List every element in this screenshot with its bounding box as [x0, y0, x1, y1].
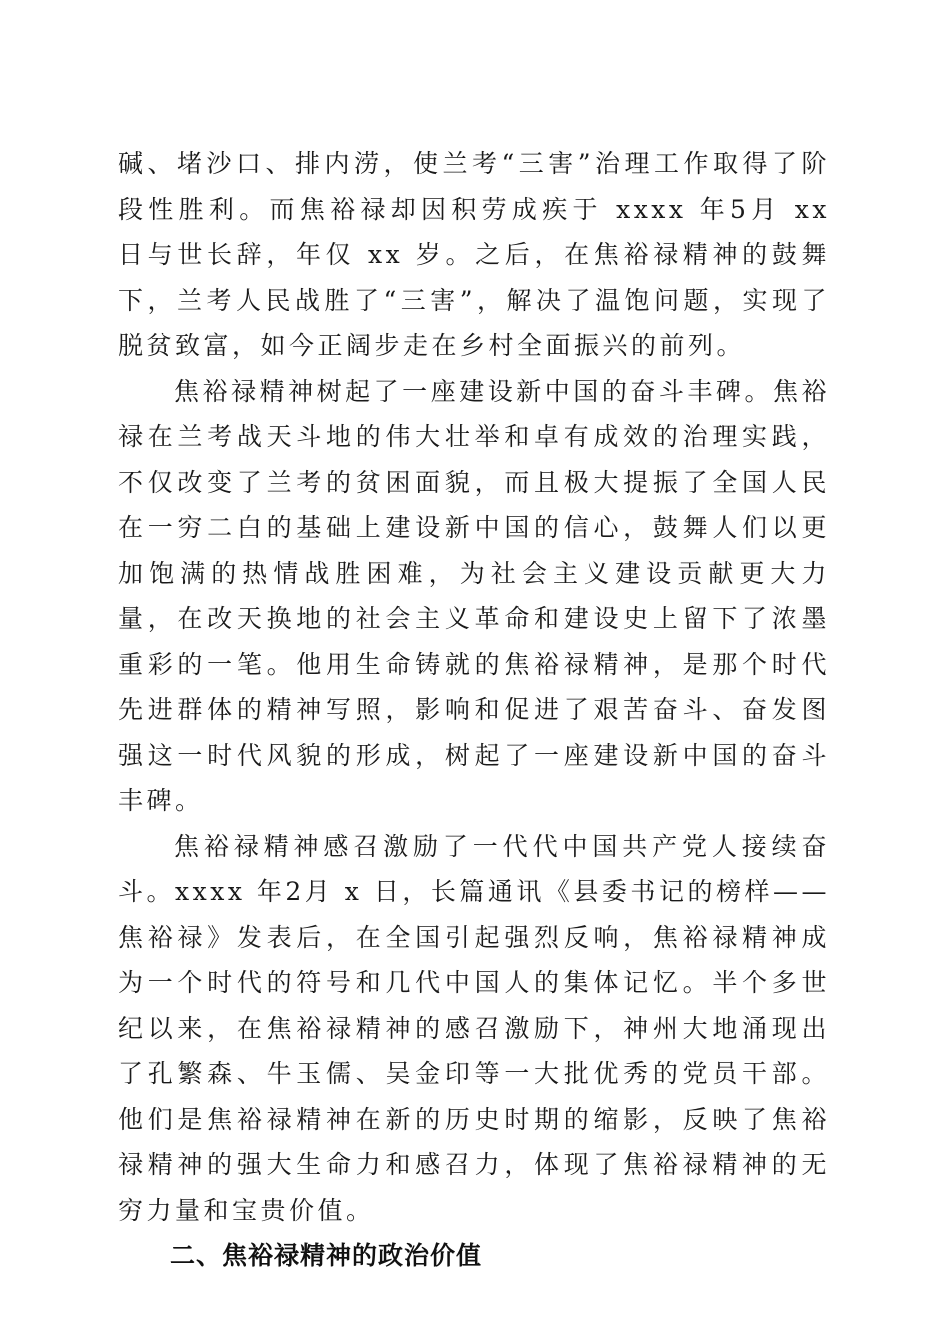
- paragraph-inspiration: 焦裕禄精神感召激励了一代代中国共产党人接续奋斗。xxxx 年2月 x 日，长篇通讯《县委书记的榜样——焦裕禄》发表后，在全国引起强烈反响，焦裕禄精神成为一个时代的符号和几代中国人的集体记忆。半个多世纪以来，在焦裕禄精神的感召激励下，神州大地涌现出了孔繁森、牛玉儒、吴金印等一大批优秀的党员干部。他们是焦裕禄精神在新的历史时期的缩影，反映了焦裕禄精神的强大生命力和感召力，体现了焦裕禄精神的无穷力量和宝贵价值。: [118, 831, 830, 1225]
- document-body: [118, 141, 830, 1279]
- section-heading: 二、焦裕禄精神的政治价值: [170, 1241, 483, 1270]
- paragraph-continuation: 碱、堵沙口、排内涝，使兰考“三害”治理工作取得了阶段性胜利。而焦裕禄却因积劳成疾于 xxxx 年5月 xx 日与世长辞，年仅 xx 岁。之后，在焦裕禄精神的鼓舞下，兰考人民战胜了“三害”，解决了温饱问题，实现了脱贫致富，如今正阔步走在乡村全面振兴的前列。: [118, 149, 830, 360]
- paragraph-monument: 焦裕禄精神树起了一座建设新中国的奋斗丰碑。焦裕禄在兰考战天斗地的伟大壮举和卓有成效的治理实践，不仅改变了兰考的贫困面貌，而且极大提振了全国人民在一穷二白的基础上建设新中国的信心，鼓舞人们以更加饱满的热情战胜困难，为社会主义建设贡献更大力量，在改天换地的社会主义革命和建设史上留下了浓墨重彩的一笔。他用生命铸就的焦裕禄精神，是那个时代先进群体的精神写照，影响和促进了艰苦奋斗、奋发图强这一时代风貌的形成，树起了一座建设新中国的奋斗丰碑。: [118, 376, 830, 815]
